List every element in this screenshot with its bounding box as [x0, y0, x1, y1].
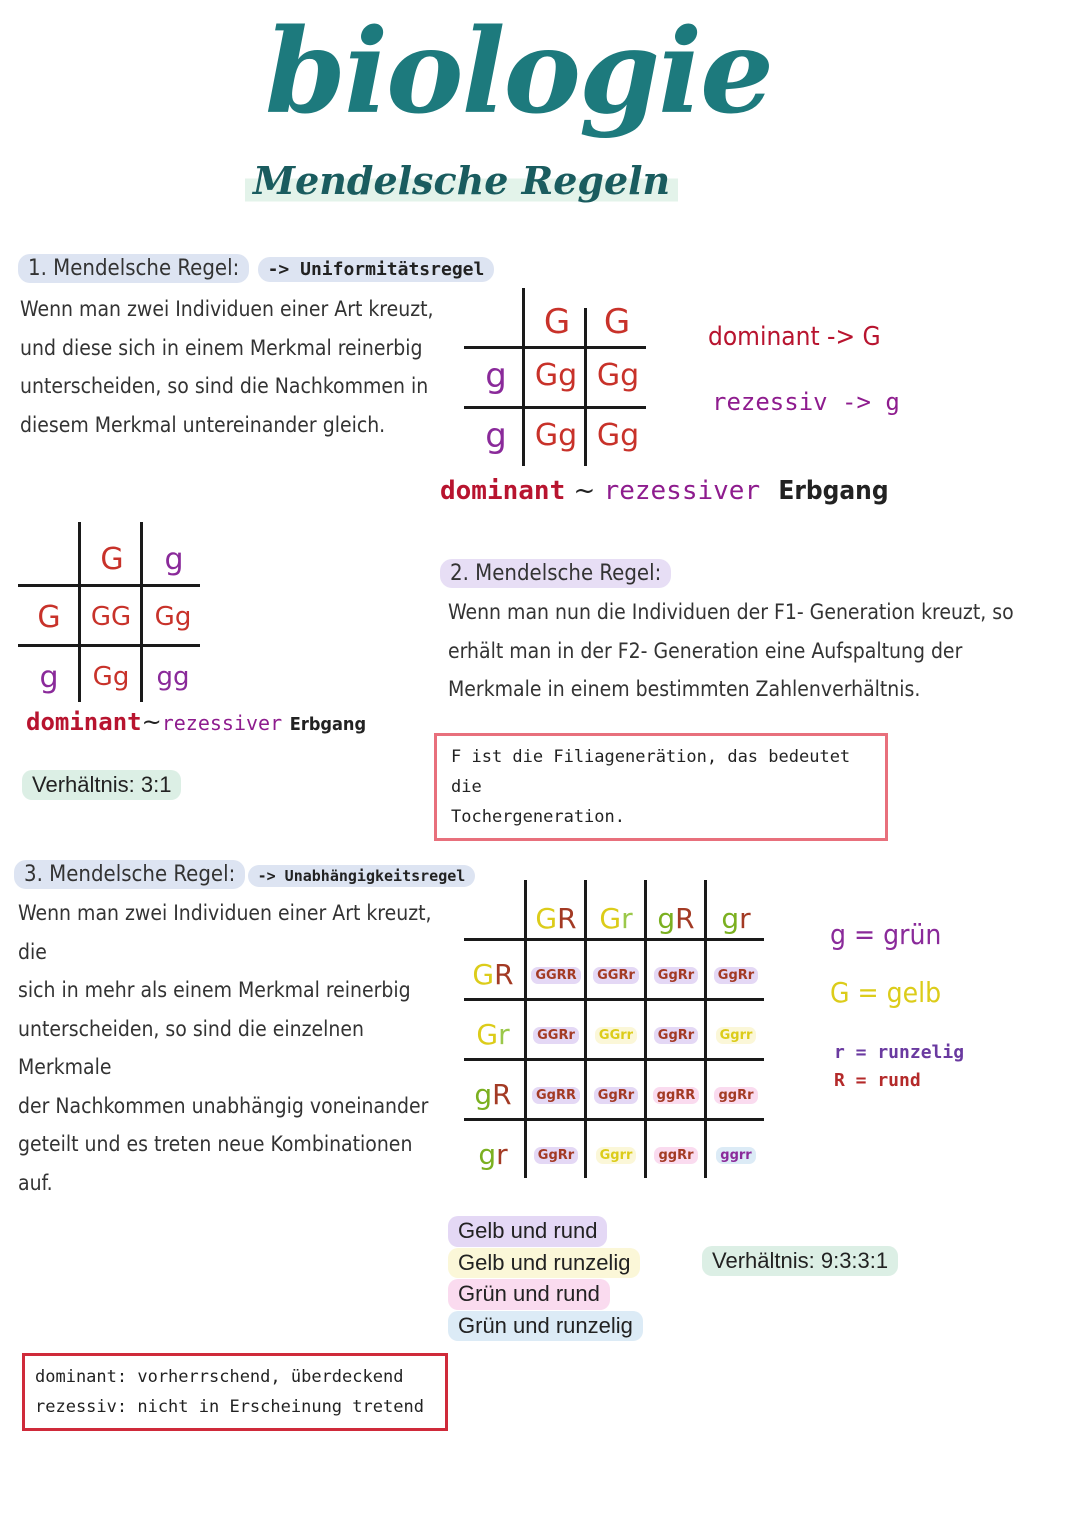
grid-cell: Gg: [534, 418, 578, 453]
inheritance-recessive: rezessiver: [161, 711, 283, 735]
rule1-punnett-square: [462, 288, 652, 468]
grid-line: [464, 938, 764, 941]
rule1-line: Wenn man zwei Individuen einer Art kreuzt,: [20, 297, 434, 321]
definitions-box: [22, 1353, 448, 1431]
filial-note: [434, 733, 888, 841]
rule1-heading: 1. Mendelsche Regel:: [18, 254, 249, 283]
genotype: ggRr: [714, 1087, 757, 1104]
page-subtitle: Mendelsche Regeln: [245, 158, 678, 204]
rule1-inheritance: [440, 476, 889, 506]
col-header: g: [164, 542, 184, 577]
recessive-label: rezessiv -> g: [712, 388, 900, 416]
genotype: Ggrr: [596, 1147, 637, 1164]
grid-cell: [588, 1084, 644, 1103]
inheritance-dominant: dominant: [26, 708, 142, 736]
rule2-heading: 2. Mendelsche Regel:: [440, 559, 671, 588]
note-line: F ist die Filiagenerätion, das bedeutet die: [451, 747, 851, 797]
rule3-ratio: Verhältnis: 9:3:3:1: [702, 1246, 898, 1276]
phenotype-item: Gelb und runzelig: [448, 1248, 640, 1279]
rule1-tag: -> Uniformitätsregel: [258, 257, 495, 282]
rule1-heading-row: [18, 256, 494, 281]
note-line: Tochergeneration.: [451, 807, 625, 827]
allele-G: G: [599, 902, 622, 935]
phenotype-item: Grün und rund: [448, 1279, 610, 1310]
grid-cell: Gg: [534, 358, 578, 393]
phenotype-item: Gelb und rund: [448, 1216, 607, 1247]
col-header: [648, 902, 704, 935]
grid-line: [18, 584, 200, 587]
allele-r: r: [496, 1138, 508, 1171]
grid-line: [464, 346, 646, 349]
row-header: g: [485, 356, 507, 396]
inheritance-sep: ~: [141, 708, 162, 736]
inheritance-dominant: dominant: [440, 476, 566, 506]
rule3-line: sich in mehr als einem Merkmal reinerbig: [18, 978, 411, 1002]
grid-cell: [648, 1144, 704, 1163]
rule1-line: unterscheiden, so sind die Nachkommen in: [20, 374, 429, 398]
allele-G: G: [476, 1018, 499, 1051]
rule3-tag: -> Unabhängigkeitsregel: [248, 865, 476, 887]
rule3-heading: 3. Mendelsche Regel:: [14, 860, 245, 889]
key-R: R = rund: [834, 1070, 921, 1091]
allele-R: R: [492, 1078, 512, 1111]
rule1-line: diesem Merkmal untereinander gleich.: [20, 412, 386, 437]
rule2-line: Wenn man nun die Individuen der F1- Generation kreuzt, so: [448, 600, 1014, 624]
grid-line: [464, 1058, 764, 1061]
allele-R: R: [557, 902, 577, 935]
rule3-punnett-square: [462, 880, 772, 1180]
grid-cell: [648, 1024, 704, 1043]
col-header: G: [603, 302, 631, 342]
rule2-line: erhält man in der F2- Generation eine Aufspaltung der: [448, 638, 963, 663]
rule3-heading-row: [14, 862, 475, 887]
row-header: [464, 1138, 522, 1171]
phenotype-list: [448, 1216, 643, 1342]
inheritance-word: Erbgang: [778, 476, 889, 506]
genotype: GGRr: [593, 967, 639, 984]
grid-cell: [528, 964, 584, 983]
dominant-label: dominant -> G: [708, 322, 881, 352]
grid-cell: [648, 1084, 704, 1103]
allele-g: g: [474, 1078, 493, 1111]
genotype: Ggrr: [716, 1027, 757, 1044]
rule2-ratio: Verhältnis: 3:1: [22, 770, 181, 800]
rule2-text: [448, 593, 1048, 709]
rule3-line: Wenn man zwei Individuen einer Art kreuzt, die: [18, 901, 432, 964]
col-header: [588, 902, 644, 935]
grid-cell: [528, 1144, 584, 1163]
grid-cell: Gg: [596, 358, 640, 393]
allele-R: R: [675, 902, 695, 935]
genotype: ggrr: [716, 1147, 755, 1164]
grid-cell: [588, 1024, 644, 1043]
genotype: ggRr: [654, 1147, 697, 1164]
grid-line: [584, 880, 587, 1178]
allele-g: g: [478, 1138, 497, 1171]
col-header: [528, 902, 584, 935]
row-header: [464, 1018, 522, 1051]
rule2-heading-row: [440, 561, 671, 586]
grid-cell: [648, 964, 704, 983]
row-header: g: [485, 416, 507, 456]
genotype: GGRR: [531, 967, 580, 984]
grid-line: [464, 1118, 764, 1121]
inheritance-recessive: rezessiver: [603, 476, 761, 506]
rule3-line: geteilt und es treten neue Kombinationen auf.: [18, 1132, 413, 1195]
genotype: GgRR: [532, 1087, 580, 1104]
phenotype-item: Grün und runzelig: [448, 1311, 643, 1342]
row-header: [464, 958, 522, 991]
grid-cell: [708, 1144, 764, 1163]
inheritance-word: Erbgang: [289, 714, 367, 735]
grid-line: [464, 998, 764, 1001]
col-header: G: [543, 302, 571, 342]
rule2-punnett-square: [18, 522, 208, 712]
grid-line: [18, 644, 200, 647]
grid-line: [704, 880, 707, 1178]
grid-cell: Gg: [154, 602, 192, 632]
key-g: g = grün: [830, 918, 942, 951]
allele-r: r: [739, 902, 751, 935]
inheritance-sep: ~: [573, 476, 596, 506]
grid-cell: Gg: [596, 418, 640, 453]
genotype: ggRR: [653, 1087, 700, 1104]
page-title: biologie: [265, 4, 772, 140]
grid-cell: [708, 1024, 764, 1043]
rule2-line: Merkmale in einem bestimmten Zahlenverhältnis.: [448, 677, 921, 701]
row-header: G: [37, 600, 61, 635]
grid-cell: [588, 1144, 644, 1163]
key-G: G = gelb: [830, 976, 942, 1009]
grid-cell: [708, 1084, 764, 1103]
rule3-line: der Nachkommen unabhängig voneinander: [18, 1093, 429, 1118]
genotype: GGRr: [533, 1027, 579, 1044]
genotype: GgRr: [534, 1147, 578, 1164]
grid-line: [524, 880, 527, 1178]
definition-line: dominant: vorherrschend, überdeckend: [35, 1367, 404, 1387]
allele-G: G: [472, 958, 495, 991]
grid-cell: [528, 1024, 584, 1043]
allele-r: r: [498, 1018, 510, 1051]
row-header: [464, 1078, 522, 1111]
grid-line: [522, 288, 525, 466]
definition-line: rezessiv: nicht in Erscheinung tretend: [35, 1397, 424, 1417]
grid-cell: GG: [90, 602, 132, 632]
genotype: GgRr: [714, 967, 758, 984]
allele-g: g: [721, 902, 740, 935]
genotype: GgRr: [594, 1087, 638, 1104]
allele-r: r: [621, 902, 633, 935]
row-header: g: [39, 660, 59, 695]
grid-cell: [528, 1084, 584, 1103]
col-header: G: [100, 542, 124, 577]
grid-cell: [708, 964, 764, 983]
rule3-text: [18, 894, 438, 1202]
grid-cell: gg: [156, 662, 190, 692]
genotype: GgRr: [654, 1027, 698, 1044]
grid-cell: [588, 964, 644, 983]
rule1-text: [20, 290, 440, 444]
rule1-line: und diese sich in einem Merkmal reinerbig: [20, 335, 423, 360]
genotype: GGrr: [595, 1027, 637, 1044]
allele-g: g: [657, 902, 676, 935]
grid-line: [464, 406, 646, 409]
key-r: r = runzelig: [834, 1042, 965, 1063]
grid-cell: Gg: [92, 662, 130, 692]
rule2-inheritance: [26, 708, 366, 736]
allele-R: R: [494, 958, 514, 991]
allele-G: G: [535, 902, 558, 935]
col-header: [708, 902, 764, 935]
rule3-line: unterscheiden, so sind die einzelnen Merkmale: [18, 1016, 364, 1079]
grid-line: [644, 880, 647, 1178]
genotype: GgRr: [654, 967, 698, 984]
